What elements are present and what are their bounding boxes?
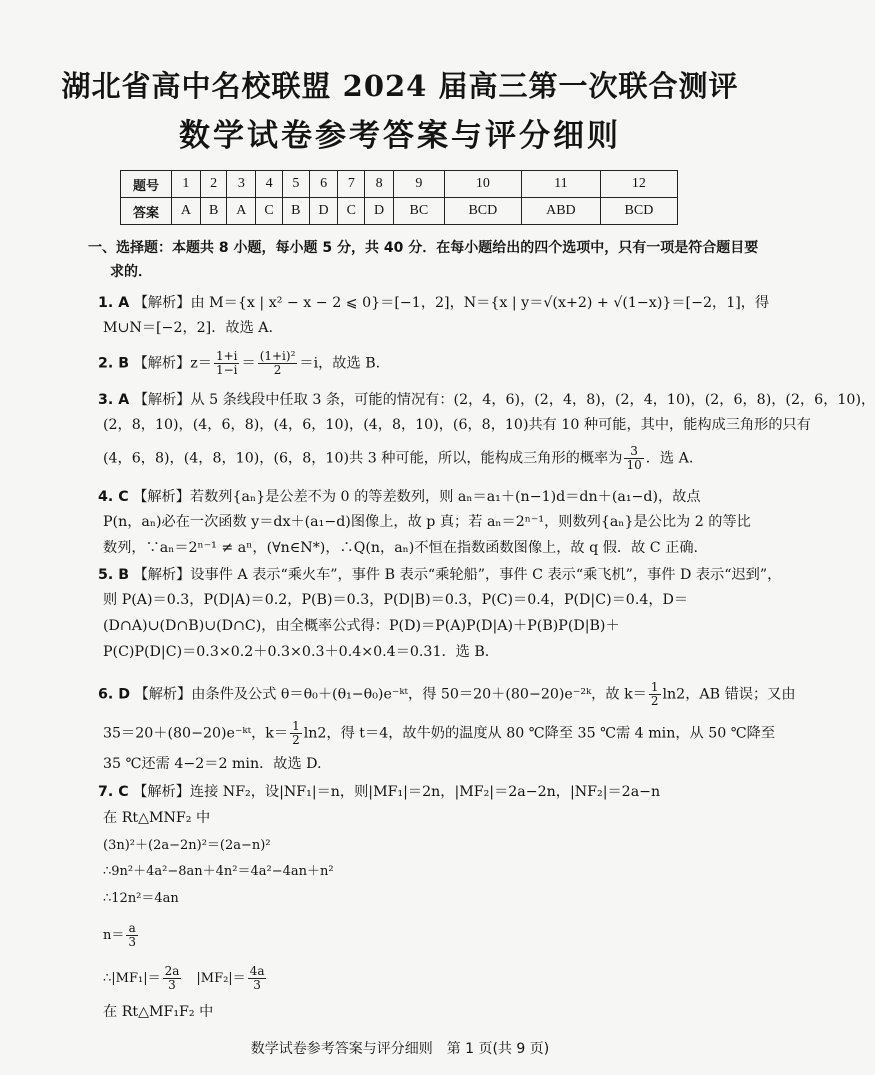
solution-text: 【解析】从 5 条线段中任取 3 条，可能的情况有：(2，4，6)，(2，4，8)，(2，4，10)，(2，6，8)，(2，6，10)，: [133, 392, 875, 408]
table-cell: A: [227, 198, 256, 225]
q7-line-4: ∴9n²＋4a²−8an＋4n²＝4a²−4an＋n²: [103, 864, 334, 879]
solution-text: 【解析】连接 NF₂，设|NF₁|＝n，则|MF₁|＝2n，|MF₂|＝2a−2n，|NF₂|＝2a−n: [133, 784, 661, 800]
q7-line-8: 在 Rt△MF₁F₂ 中: [103, 1004, 214, 1020]
q3-line-2: (2，8，10)，(4，6，8)，(4，6，10)，(4，8，10)，(6，8，10)共有 10 种可能，其中，能构成三角形的只有: [103, 417, 811, 433]
table-row-answers: [121, 198, 678, 225]
question-number: 6. D: [98, 686, 130, 703]
solution-text: ＝i，故选 B.: [299, 355, 381, 372]
table-cell: 5: [282, 171, 309, 198]
q7-line-7: [103, 965, 268, 992]
page-title: 湖北省高中名校联盟 2024 届高三第一次联合测评: [61, 69, 739, 103]
page-footer: 数学试卷参考答案与评分细则 第 1 页(共 9 页): [250, 1041, 550, 1057]
question-number: 7. C: [98, 784, 129, 800]
table-cell: 9: [393, 171, 444, 198]
solution-text: 【解析】设事件 A 表示“乘火车”，事件 B 表示“乘轮船”，事件 C 表示“乘飞机”，事件 D 表示“迟到”，: [133, 567, 782, 583]
numerator: a: [126, 922, 138, 936]
fraction: [126, 922, 138, 949]
numerator: 1: [650, 680, 659, 694]
table-row-numbers: [121, 171, 678, 198]
q7-line-6: [103, 922, 140, 949]
q5-line-3: (D∩A)∪(D∩B)∪(D∩C)，由全概率公式得：P(D)＝P(A)P(D|A)＋P(B)P(D|B)＋: [103, 618, 620, 634]
q7-line-2: 在 Rt△MNF₂ 中: [103, 810, 211, 826]
table-cell: BC: [393, 198, 444, 225]
q1-line-2: M∪N＝[−2，2]．故选 A.: [103, 320, 274, 336]
table-cell: D: [365, 198, 394, 225]
q3-line-1: [98, 390, 875, 410]
fraction: [649, 681, 661, 708]
solution-text: 35＝20＋(80−20)e⁻ᵏᵗ，k＝: [103, 725, 289, 742]
denominator: 3: [168, 978, 176, 992]
page-subtitle: 数学试卷参考答案与评分细则: [179, 118, 621, 154]
table-cell: BCD: [600, 198, 677, 225]
numerator: 1+i: [215, 349, 238, 363]
denominator: 3: [128, 935, 137, 949]
q6-line-1: [98, 681, 796, 708]
table-header-cell: 题号: [121, 171, 172, 198]
question-number: 5. B: [98, 567, 130, 583]
question-number: 4. C: [98, 489, 129, 505]
question-number: 1. A: [98, 295, 130, 311]
denominator: 2: [273, 363, 282, 377]
q4-line-3: 数列，∵aₙ＝2ⁿ⁻¹ ≠ aⁿ，(∀n∈N*)，∴Q(n，aₙ)不恒在指数函数图像上，故 q 假．故 C 正确.: [103, 540, 699, 556]
solution-text: ．选 A.: [645, 450, 694, 467]
table-cell: 1: [172, 171, 201, 198]
table-cell: 6: [309, 171, 338, 198]
solution-text: (4，6，8)，(4，8，10)，(6，8，10)共 3 种可能，所以，能构成三角形的概率为: [103, 450, 623, 467]
q5-line-4: P(C)P(D|C)＝0.3×0.2＋0.3×0.3＋0.4×0.4＝0.31．选 B.: [103, 644, 490, 660]
q6-line-2: [103, 720, 775, 747]
table-cell: 7: [338, 171, 365, 198]
question-number: 3. A: [98, 392, 130, 408]
numerator: 3: [624, 445, 643, 459]
numerator: 2a: [164, 964, 180, 978]
fraction: [290, 720, 302, 747]
table-cell: ABD: [521, 198, 600, 225]
solution-text: ∴|MF₁|＝: [103, 971, 161, 986]
equals-sign: ＝: [241, 355, 256, 372]
fraction: [214, 350, 240, 377]
solution-text: ln2，AB 错误；又由: [662, 686, 796, 703]
numerator: (1+i)²: [259, 349, 296, 363]
q7-line-5: ∴12n²＝4an: [103, 891, 179, 906]
solution-text: n＝: [103, 928, 125, 943]
numerator: 4a: [249, 964, 265, 978]
denominator: 10: [626, 458, 642, 472]
section-heading-cont: 求的．: [110, 264, 152, 280]
solution-text: |MF₂|＝: [183, 971, 246, 986]
q2-line: [98, 350, 380, 377]
fraction: [248, 965, 267, 992]
table-cell: B: [200, 198, 227, 225]
denominator: 3: [253, 978, 261, 992]
answer-table: [120, 170, 678, 225]
numerator: 1: [292, 719, 300, 733]
table-cell: B: [282, 198, 309, 225]
q1-line-1: [98, 293, 769, 313]
q7-line-3: (3n)²＋(2a−2n)²＝(2a−n)²: [103, 838, 271, 853]
denominator: 1−i: [215, 363, 238, 377]
table-cell: 4: [256, 171, 283, 198]
question-number: 2. B: [98, 355, 130, 372]
q4-line-2: P(n，aₙ)必在一次函数 y＝dx＋(a₁−d)图像上，故 p 真；若 aₙ＝2ⁿ⁻¹，则数列{aₙ}是公比为 2 的等比: [103, 514, 751, 530]
table-cell: 8: [365, 171, 394, 198]
q3-line-3: [103, 445, 693, 472]
table-cell: 3: [227, 171, 256, 198]
q7-line-1: [98, 782, 660, 802]
denominator: 2: [650, 694, 659, 708]
table-cell: C: [256, 198, 283, 225]
table-cell: BCD: [444, 198, 521, 225]
table-cell: 12: [600, 171, 677, 198]
q5-line-1: [98, 565, 781, 585]
solution-text: 【解析】由条件及公式 θ＝θ₀＋(θ₁−θ₀)e⁻ᵏᵗ，得 50＝20＋(80−20)e⁻²ᵏ，故 k＝: [134, 686, 647, 703]
denominator: 2: [292, 733, 300, 747]
section-heading: 一、选择题：本题共 8 小题，每小题 5 分，共 40 分．在每小题给出的四个选项中，只有一项是符合题目要: [88, 240, 759, 256]
table-cell: D: [309, 198, 338, 225]
solution-text: 【解析】由 M＝{x | x² − x − 2 ⩽ 0}＝[−1，2]，N＝{x | y＝√(x+2) + √(1−x)}＝[−2，1]，得: [133, 295, 770, 311]
q6-line-3: 35 ℃还需 4−2＝2 min．故选 D.: [103, 756, 322, 772]
fraction: [624, 445, 643, 472]
table-cell: 11: [521, 171, 600, 198]
fraction: [163, 965, 182, 992]
solution-text: ln2，得 t＝4，故牛奶的温度从 80 ℃降至 35 ℃需 4 min，从 50 ℃降至: [303, 725, 776, 742]
table-cell: 2: [200, 171, 227, 198]
table-header-cell: 答案: [121, 198, 172, 225]
table-cell: A: [172, 198, 201, 225]
table-cell: 10: [444, 171, 521, 198]
q5-line-2: 则 P(A)＝0.3，P(D|A)＝0.2，P(B)＝0.3，P(D|B)＝0.3，P(C)＝0.4，P(D|C)＝0.4，D＝: [103, 592, 689, 608]
q4-line-1: [98, 487, 701, 507]
fraction: [258, 350, 298, 377]
solution-text: 【解析】若数列{aₙ}是公差不为 0 的等差数列，则 aₙ＝a₁＋(n−1)d＝dn＋(a₁−d)，故点: [133, 489, 701, 505]
table-cell: C: [338, 198, 365, 225]
solution-text: 【解析】z＝: [133, 355, 212, 372]
